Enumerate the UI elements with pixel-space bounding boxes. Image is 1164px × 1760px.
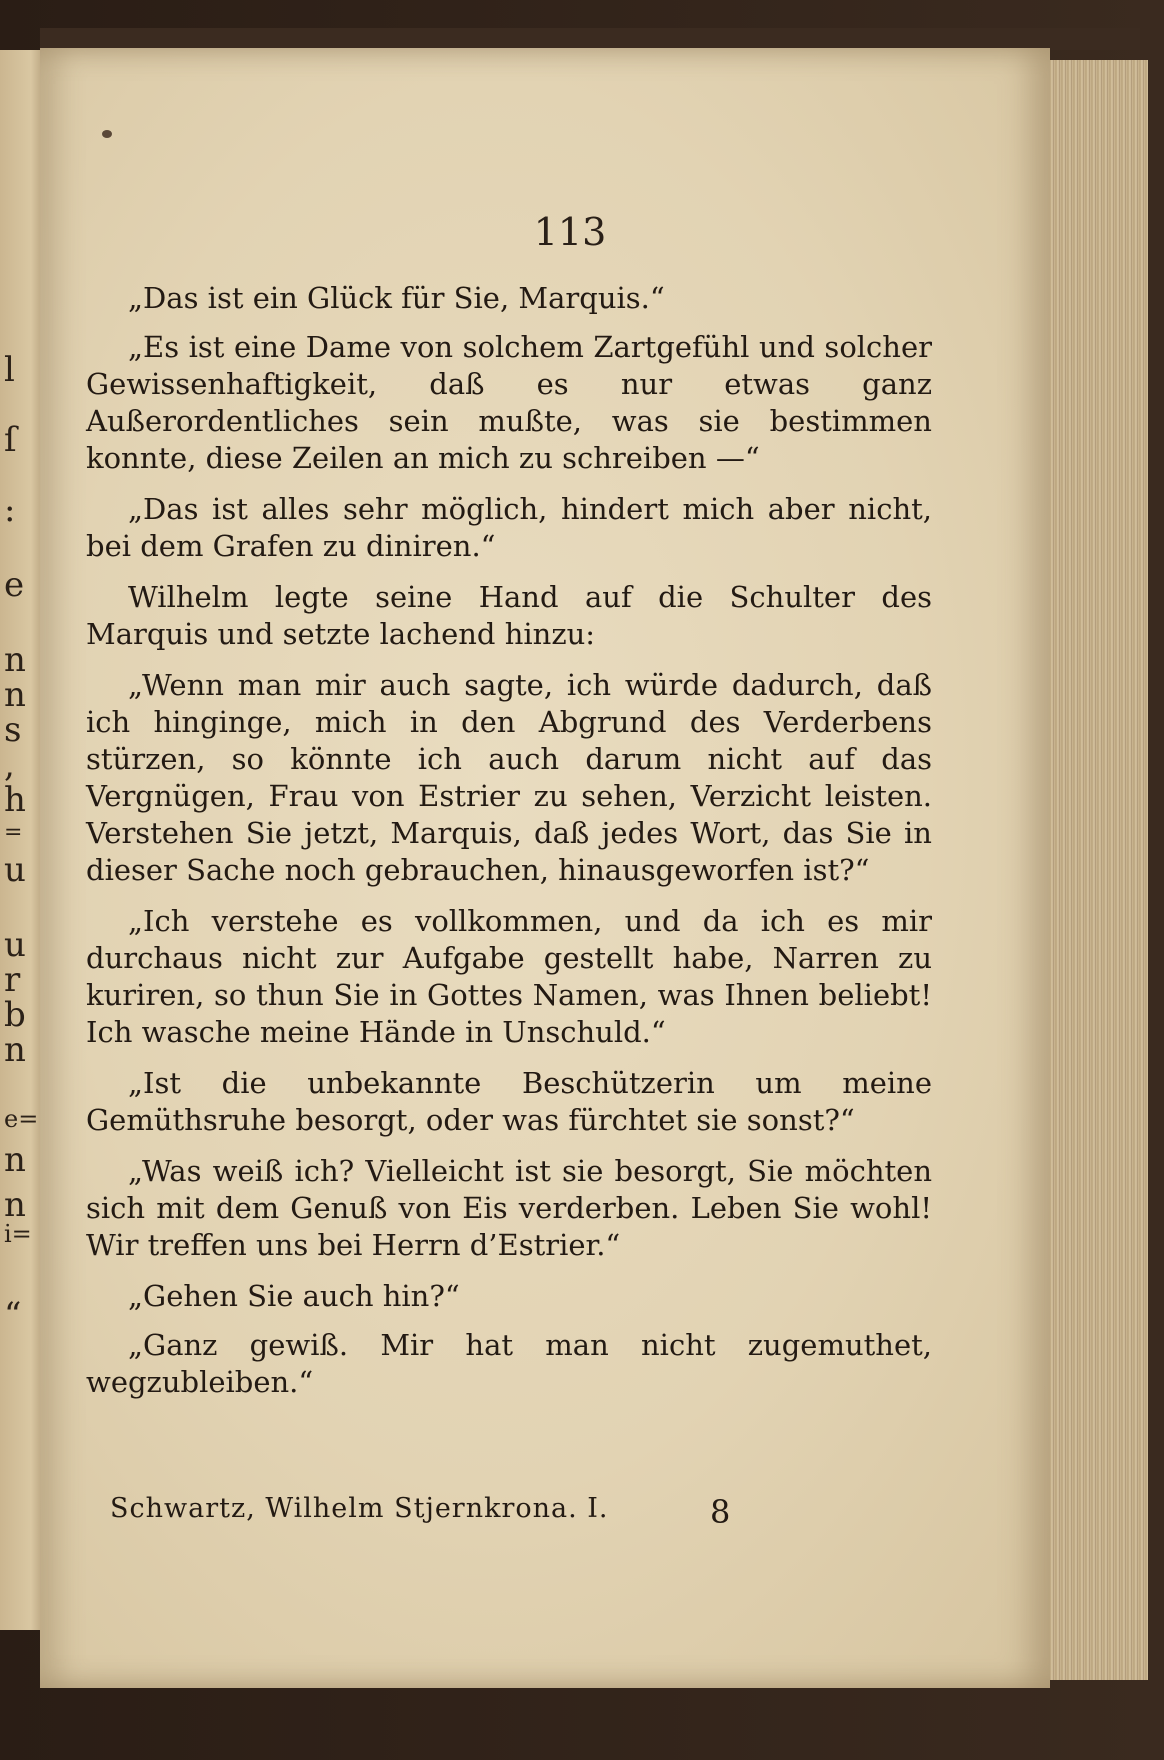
page-number: 113 [533,210,607,254]
binding-edge [40,28,1140,50]
page-block-edges [1045,60,1148,1680]
left-page-fragment: , [4,745,15,785]
left-page-fragment: n [4,675,26,715]
left-page-fragment: l [4,350,15,390]
paragraph: „Das ist alles sehr möglich, hindert mich aber nicht, bei dem Grafen zu diniren.“ [86,492,932,563]
paragraph: „Wenn man mir auch sagte, ich würde dadurch, daß ich hinginge, mich in den Abgrund des Verderbens stürzen, so könnte ich auch darum nicht auf das Vergnügen, Frau von Estrier zu sehen, Verzicht leisten. Verstehen Sie jetzt, Marquis, daß jedes Wort, das Sie in dieser Sache noch gebrauchen, hinausgeworfen ist?“ [86,668,932,887]
left-page-fragment: “ [4,1295,22,1335]
left-page-fragment: b [4,995,26,1035]
ink-spot [102,130,112,138]
left-page-fragment: : [4,490,16,530]
left-page-fragment: u [4,850,26,890]
footer-title: Schwartz, Wilhelm Stjernkrona. I. [110,1493,609,1524]
page-body-text [86,280,932,1415]
paragraph: „Es ist eine Dame von solchem Zartgefühl und solcher Gewissenhaftigkeit, daß es nur etwas ganz Außerordentliches sein mußte, was sie bestimmen konnte, diese Zeilen an mich zu schreiben —“ [86,330,932,475]
book-page [40,48,1050,1688]
paragraph: „Ich verstehe es vollkommen, und da ich es mir durchaus nicht zur Aufgabe gestellt habe, Narren zu kuriren, so thun Sie in Gottes Namen, was Ihnen beliebt! Ich wasche meine Hände in Unschuld.“ [86,904,932,1049]
left-page-fragment: r [4,960,21,1000]
paragraph: „Gehen Sie auch hin?“ [128,1279,460,1313]
left-page-fragment: = [4,820,23,845]
left-page-fragment: ſ [4,420,17,460]
paragraph: „Das ist ein Glück für Sie, Marquis.“ [128,281,665,315]
left-page-fragment: u [4,925,26,965]
left-page-fragment: e [4,565,25,605]
paragraph: „Ganz gewiß. Mir hat man nicht zugemuthet, wegzubleiben.“ [86,1328,932,1399]
left-page-fragment: i= [4,1220,32,1248]
paragraph: Wilhelm legte seine Hand auf die Schulter des Marquis und setzte lachend hinzu: [86,580,932,651]
paragraph: „Ist die unbekannte Beschützerin um meine Gemüthsruhe besorgt, oder was fürchtet sie sonst?“ [86,1066,932,1137]
left-page-fragment: h [4,780,26,820]
left-page-fragment: s [4,710,22,750]
signature-mark: 8 [710,1493,732,1531]
left-page-fragment: n [4,1030,26,1070]
left-page-fragment: n [4,1185,26,1225]
left-page-fragment: n [4,640,26,680]
left-page-fragment: e= [4,1105,39,1133]
paragraph: „Was weiß ich? Vielleicht ist sie besorgt, Sie möchten sich mit dem Genuß von Eis verderben. Leben Sie wohl! Wir treffen uns bei Herrn d’Estrier.“ [86,1154,932,1262]
page-footer [110,1493,810,1531]
left-page-fragment: n [4,1140,26,1180]
